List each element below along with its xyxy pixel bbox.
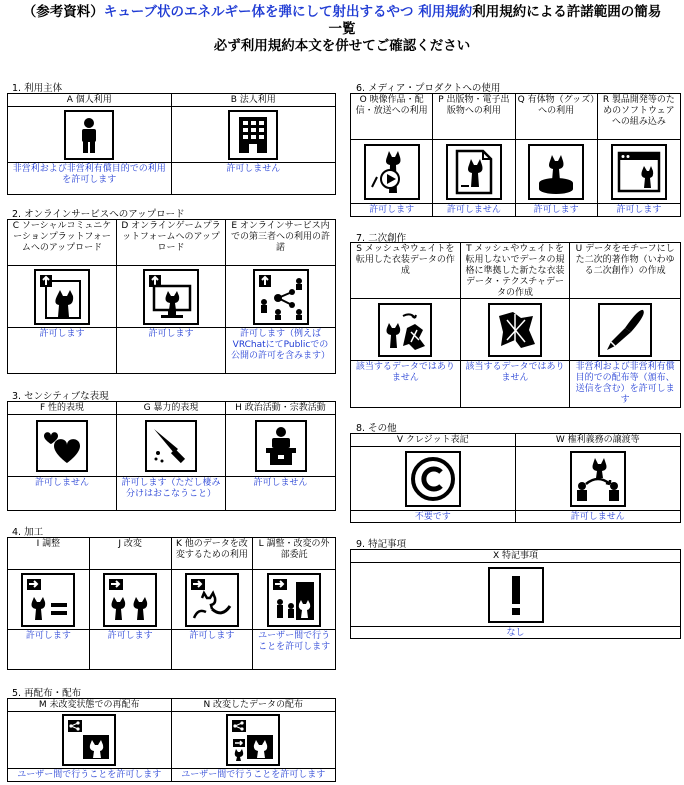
item-n-head: N 改変したデータの配布 <box>172 699 336 712</box>
item-e-head: E オンラインサービス内での第三者への利用の許諾 <box>226 220 335 266</box>
section-8-title: 8. その他 <box>356 423 397 434</box>
item-h-status: 許可しません <box>253 478 308 488</box>
section-9-title: 9. 特記事項 <box>356 539 407 550</box>
item-f-head: F 性的表現 <box>8 402 117 415</box>
use-modify-icon <box>185 573 239 627</box>
item-j-status: 許可します <box>90 630 172 669</box>
item-t-status: 該当するデータではありません <box>461 361 571 407</box>
section-7-table <box>350 242 681 408</box>
item-r-icon-cell <box>598 140 680 204</box>
item-e-icon-cell <box>226 266 335 328</box>
item-u-head: U データをモチーフにした二次的著作物（いわゆる二次創作）の作成 <box>570 243 680 299</box>
section-6-table <box>350 93 681 217</box>
item-k-status: 許可します <box>172 630 254 669</box>
share-users-icon <box>253 269 309 325</box>
clothes-icon <box>488 303 542 357</box>
item-k-head: K 他のデータを改変するための利用 <box>172 538 254 570</box>
item-m-head: M 未改変状態での再配布 <box>8 699 172 712</box>
section-1-title: 1. 利用主体 <box>12 83 63 94</box>
item-g-head: G 暴力的表現 <box>117 402 226 415</box>
podium-icon <box>255 420 307 472</box>
item-o-icon-cell <box>351 140 433 204</box>
transfer-icon <box>570 451 626 507</box>
outsource-icon <box>267 573 321 627</box>
page-title <box>0 4 684 55</box>
item-h-icon-cell <box>226 415 335 477</box>
item-c-head: C ソーシャルコミュニケーションプラットフォームへのアップロード <box>8 220 117 266</box>
item-o-status: 許可します <box>351 204 433 216</box>
item-p-status: 許可しません <box>433 204 515 216</box>
item-j-icon-cell <box>90 570 172 630</box>
item-f-status: 許可しません <box>8 477 117 510</box>
item-e-status: 許可します（例えばVRChatにてPublicでの公開の許可を含みます） <box>230 329 330 361</box>
hearts-icon <box>36 420 88 472</box>
item-u-icon-cell <box>570 299 680 361</box>
item-p-head: P 出版物・電子出版物への利用 <box>433 94 515 140</box>
adjust-icon <box>21 573 75 627</box>
video-cat-icon <box>364 144 420 200</box>
item-g-status: 許可します（ただし棲み分けはおこなうこと） <box>117 477 226 510</box>
item-d-head: D オンラインゲームプラットフォームへのアップロード <box>117 220 226 266</box>
item-a-head: A 個人利用 <box>8 94 172 107</box>
cat-clothes-icon <box>378 303 432 357</box>
section-8-table <box>350 433 681 523</box>
section-3-table <box>7 401 336 511</box>
item-w-status: 許可しません <box>570 512 625 522</box>
item-a-status: 非営利および非営利有償目的での利用を許可します <box>8 163 172 194</box>
item-s-icon-cell <box>351 299 461 361</box>
upload-cat-icon <box>34 269 90 325</box>
item-r-status: 許可します <box>616 205 662 215</box>
item-n-icon-cell <box>172 712 336 769</box>
item-d-status: 許可します <box>117 328 226 373</box>
redistribute-icon <box>62 714 116 766</box>
item-s-status: 該当するデータではありません <box>351 361 461 407</box>
section-4-table <box>7 537 336 670</box>
item-f-icon-cell <box>8 415 117 477</box>
title-notice: 必ず利用規約本文を併せてご確認ください <box>213 38 471 54</box>
item-k-icon-cell <box>172 570 254 630</box>
item-q-head: Q 有体物（グッズ）への利用 <box>516 94 598 140</box>
pen-icon <box>598 303 652 357</box>
item-x-status: なし <box>506 628 525 638</box>
item-j-head: J 改変 <box>90 538 172 570</box>
item-t-icon-cell <box>461 299 571 361</box>
item-r-head: R 製品開発等のためのソフトウェアへの組み込み <box>598 94 680 140</box>
item-i-head: I 調整 <box>8 538 90 570</box>
item-s-head: S メッシュやウェイトを転用した衣装データの作成 <box>351 243 461 299</box>
item-l-icon-cell <box>253 570 335 630</box>
title-suffix: 利用規約による許諾範囲の簡易 <box>472 4 662 20</box>
item-h-head: H 政治活動・宗教活動 <box>226 402 335 415</box>
item-n-status: ユーザー間で行うことを許可します <box>181 770 326 780</box>
section-9-table <box>350 549 681 639</box>
section-4-title: 4. 加工 <box>12 527 44 538</box>
item-o-head: O 映像作品・配信・放送への利用 <box>351 94 433 140</box>
knife-icon <box>145 420 197 472</box>
item-l-status: ユーザー間で行うことを許可します <box>258 631 331 652</box>
monitor-cat-icon <box>143 269 199 325</box>
section-5-table <box>7 698 336 782</box>
item-b-icon-cell <box>172 107 336 163</box>
title-prefix: （参考資料） <box>22 4 104 20</box>
section-5-title: 5. 再配布・配布 <box>12 688 82 699</box>
item-m-icon-cell <box>8 712 172 769</box>
item-v-head: V クレジット表記 <box>351 434 516 447</box>
person-icon <box>64 110 114 160</box>
exclamation-icon <box>488 567 544 623</box>
item-x-head: X 特記事項 <box>351 550 680 563</box>
item-v-status: 不要です <box>351 511 516 522</box>
item-i-status: 許可します <box>8 630 90 669</box>
item-d-icon-cell <box>117 266 226 328</box>
building-icon <box>228 110 278 160</box>
window-cat-icon <box>611 144 667 200</box>
item-i-icon-cell <box>8 570 90 630</box>
item-b-head: B 法人利用 <box>172 94 336 107</box>
title-line2: 一覧 <box>328 21 356 37</box>
item-x-icon-cell <box>351 563 680 627</box>
item-w-head: W 権利義務の譲渡等 <box>516 434 681 447</box>
item-g-icon-cell <box>117 415 226 477</box>
copyright-icon <box>405 451 461 507</box>
figure-cat-icon <box>528 144 584 200</box>
modify-icon <box>103 573 157 627</box>
document-cat-icon <box>446 144 502 200</box>
item-q-status: 許可します <box>516 204 598 216</box>
item-u-status: 非営利および非営利有償目的での配布等（頒布、送信を含む）を許可します <box>575 362 675 405</box>
item-l-head: L 調整・改変の外部委託 <box>253 538 335 570</box>
section-6-title: 6. メディア・プロダクトへの使用 <box>356 83 501 94</box>
item-a-icon-cell <box>8 107 172 163</box>
section-7-title: 7. 二次創作 <box>356 233 407 244</box>
title-product-name[interactable]: キューブ状のエネルギー体を弾にして射出するやつ 利用規約 <box>103 4 473 20</box>
section-1-table <box>7 93 336 195</box>
section-2-title: 2. オンラインサービスへのアップロード <box>12 209 185 220</box>
section-2-table <box>7 219 336 374</box>
item-p-icon-cell <box>433 140 515 204</box>
item-m-status: ユーザー間で行うことを許可します <box>8 769 172 781</box>
item-b-status: 許可しません <box>226 164 281 174</box>
item-q-icon-cell <box>516 140 598 204</box>
item-w-icon-cell <box>516 447 681 511</box>
item-c-status: 許可します <box>8 328 117 373</box>
item-v-icon-cell <box>351 447 516 511</box>
section-3-title: 3. センシティブな表現 <box>12 391 109 402</box>
distribute-modified-icon <box>226 714 280 766</box>
item-t-head: T メッシュやウェイトを転用しないでデータの規格に準拠した新たな衣装データ・テクスチャデータの作成 <box>461 243 571 299</box>
item-c-icon-cell <box>8 266 117 328</box>
